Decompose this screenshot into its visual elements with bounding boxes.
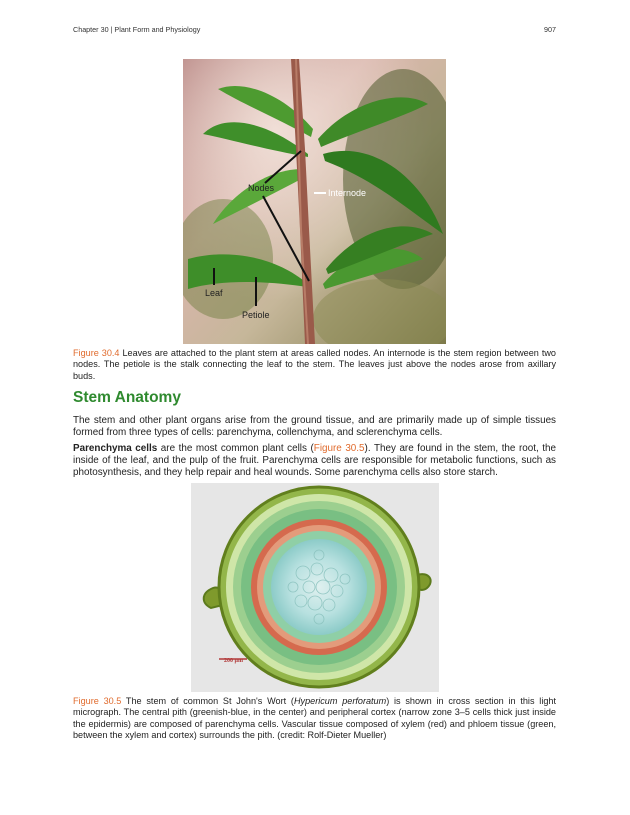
chapter-title: Chapter 30 | Plant Form and Physiology xyxy=(73,25,201,34)
para-text-b: ). They are found in the stem, the root, the inside of the leaf, and the pulp of the fruit. Parenchyma cells are responsible for metabolic functions, such as photosynthesis, and they help repair and heal wounds. Some parenchyma cells also store starch. xyxy=(73,443,556,479)
caption-text-a: The stem of common St John's Wort ( xyxy=(121,696,294,706)
figure-30-4-caption xyxy=(73,348,556,382)
figure-30-5-caption xyxy=(73,696,556,742)
figure-plant-stem xyxy=(183,59,446,344)
label-nodes: Nodes xyxy=(248,183,275,193)
plant-stem-illustration xyxy=(183,59,446,344)
caption-label: Figure 30.4 xyxy=(73,348,120,358)
paragraph-ground-tissue: The stem and other plant organs arise from the ground tissue, and are primarily made up of simple tissues formed from three types of cells: parenchyma, collenchyma, and sclerenchyma cells. xyxy=(73,415,556,439)
para-text-a: are the most common plant cells ( xyxy=(157,443,314,454)
figure-stem-cross-section xyxy=(191,483,439,692)
scale-bar-label: 200 µm xyxy=(224,658,243,664)
figure-30-5-link[interactable]: Figure 30.5 xyxy=(313,443,365,454)
label-internode: Internode xyxy=(328,188,367,198)
term-parenchyma: Parenchyma cells xyxy=(73,443,158,454)
caption-label: Figure 30.5 xyxy=(73,696,122,706)
section-title: Stem Anatomy xyxy=(73,389,181,406)
label-petiole: Petiole xyxy=(242,310,270,320)
page-number: 907 xyxy=(544,25,556,34)
caption-text: Leaves are attached to the plant stem at areas called nodes. An internode is the stem region between two nodes. The petiole is the stalk connecting the leaf to the stem. The leaves just above the nodes arose from axillary buds. xyxy=(73,348,556,381)
caption-text-b: ) is shown in cross section in this light micrograph. The central pith (greenish-blue, in the center) and peripheral cortex (narrow zone 3–5 cells thick just inside the epidermis) are composed of parenchyma cells. Vascular tissue composed of xylem (red) and phloem tissue (green, between the xylem and cortex) surrounds the pith. (credit: Rolf-Dieter Mueller) xyxy=(73,696,556,741)
species-name: Hypericum perforatum xyxy=(293,696,387,706)
page-header xyxy=(73,25,556,37)
label-leaf: Leaf xyxy=(205,288,223,298)
paragraph-parenchyma xyxy=(73,443,556,480)
